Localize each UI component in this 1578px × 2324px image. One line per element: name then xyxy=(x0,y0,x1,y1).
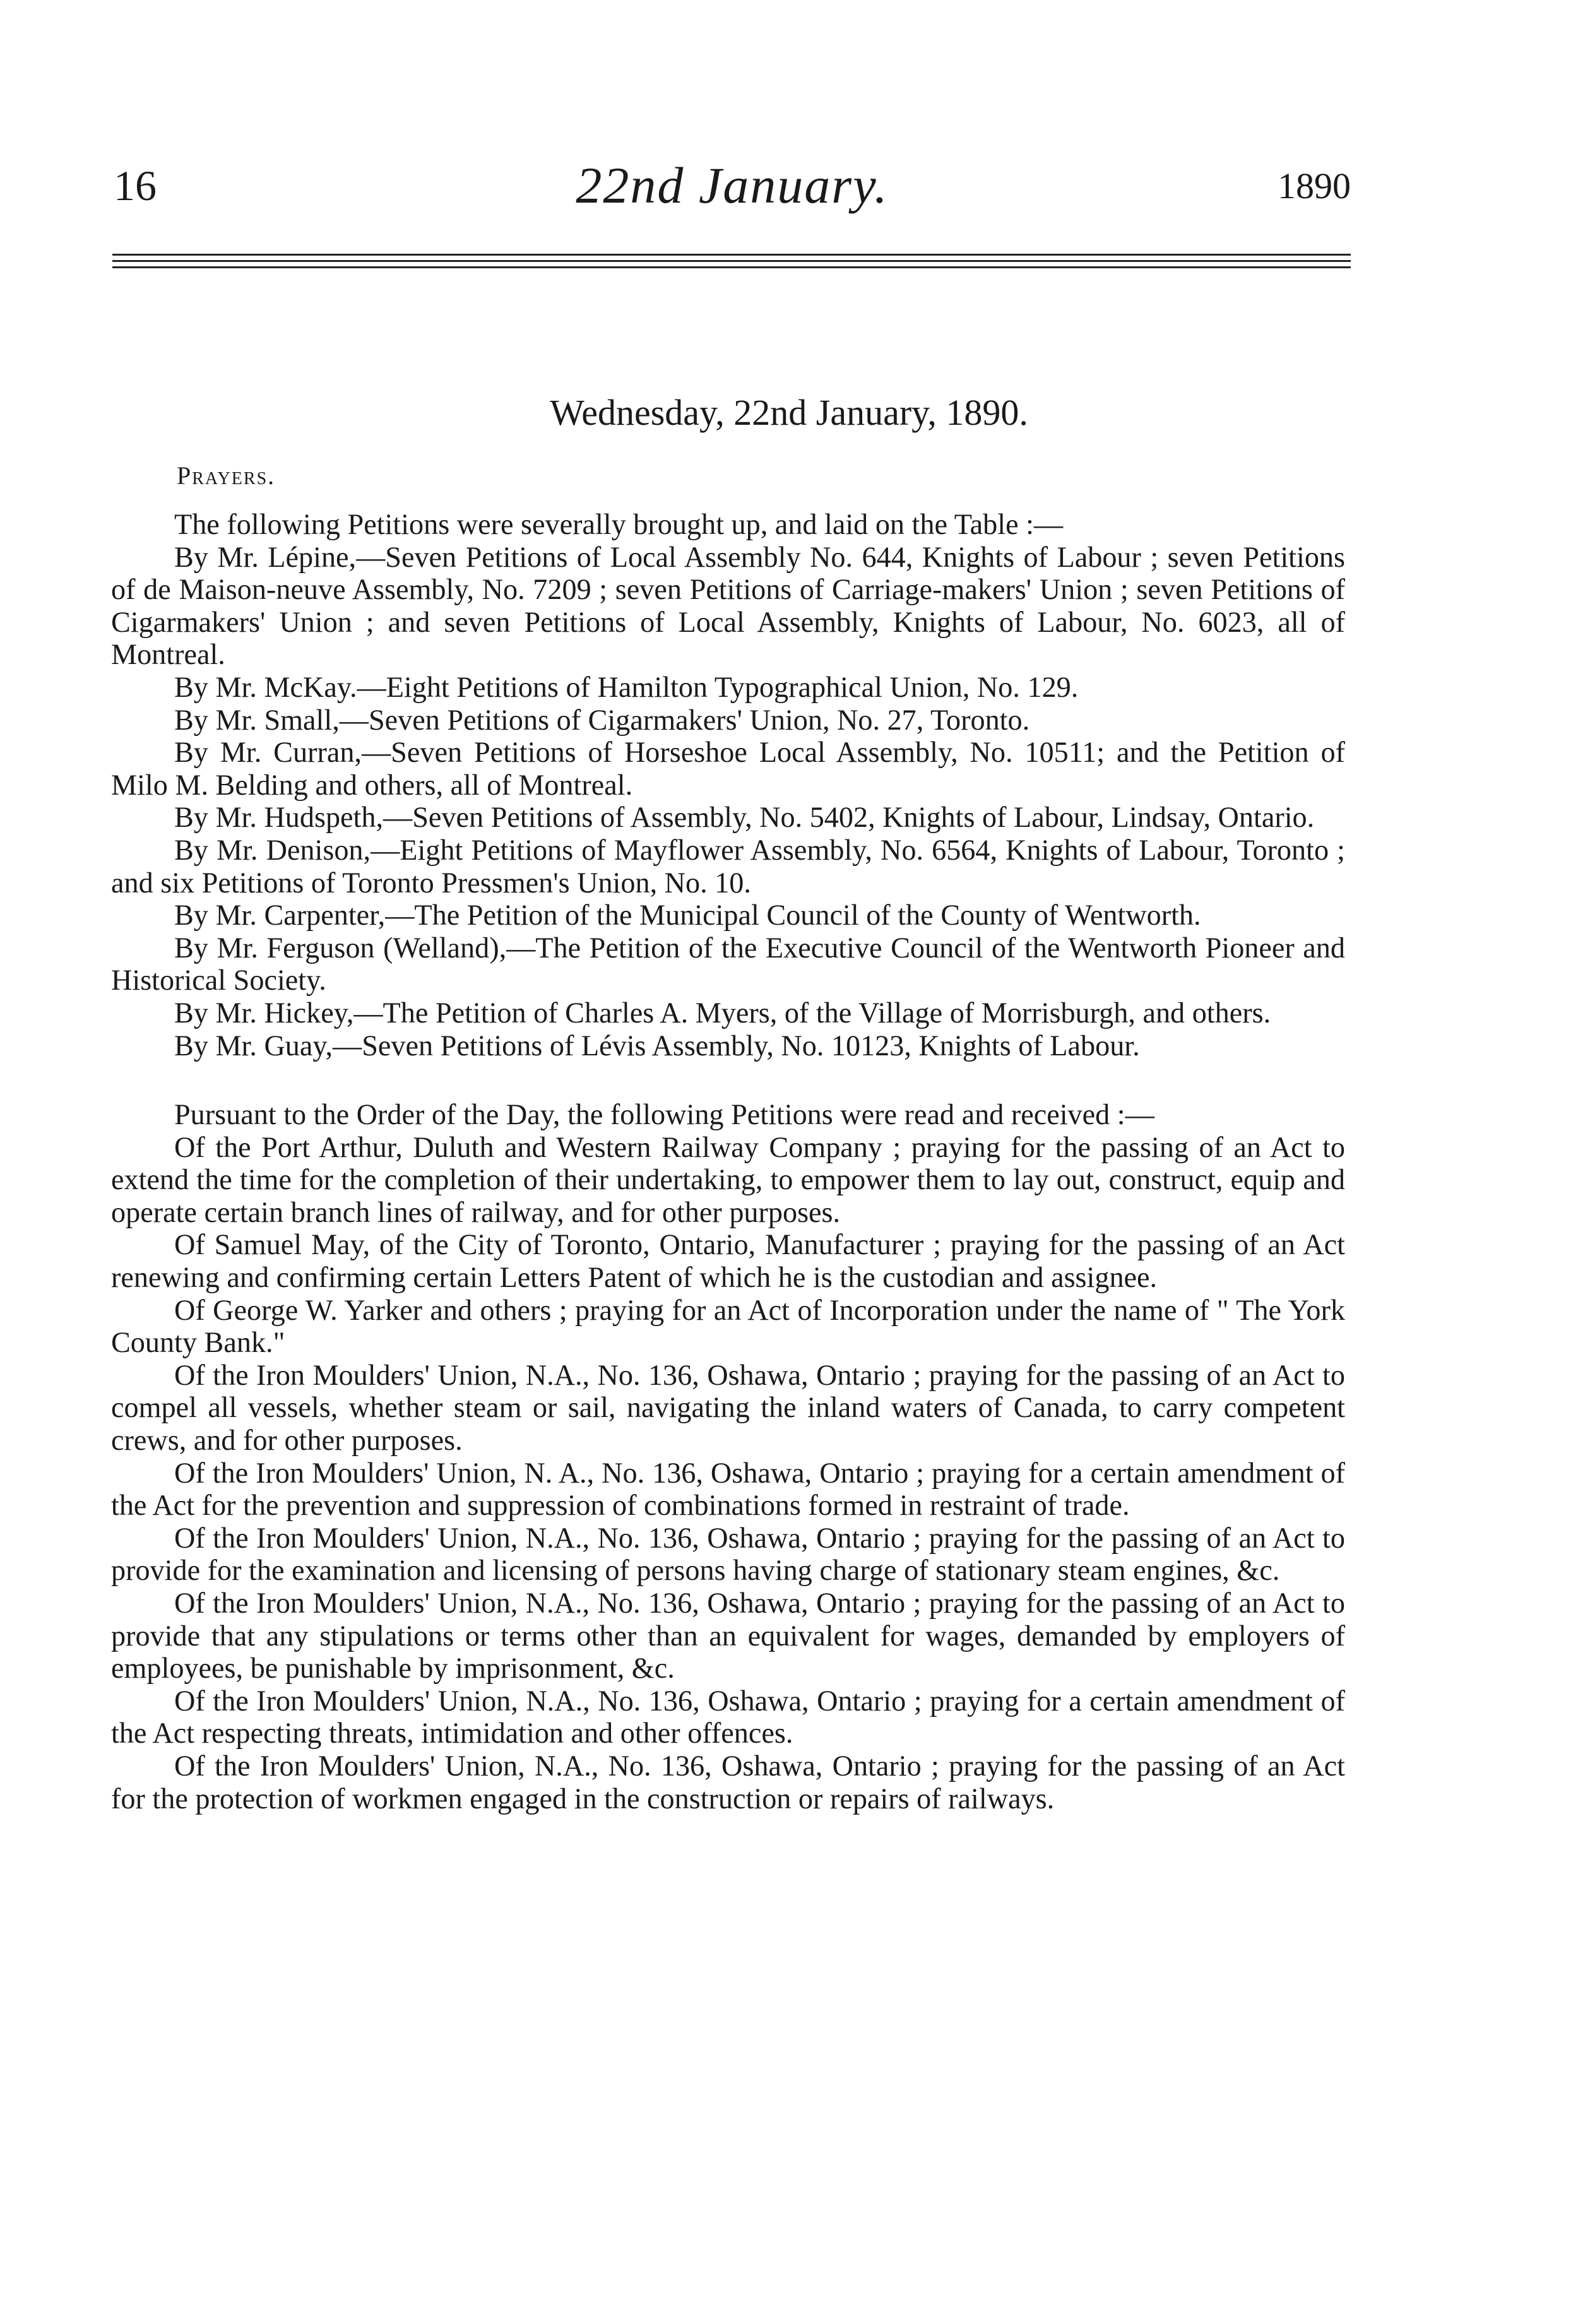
header-year: 1890 xyxy=(1278,165,1351,206)
petition-entry: By Mr. Curran,—Seven Petitions of Horseshoe Local Assembly, No. 10511; and the Petition of Milo M. Belding and others, all of Montreal. xyxy=(111,736,1345,801)
prayers-heading: Prayers. xyxy=(177,461,276,490)
petition-received: Of the Iron Moulders' Union, N.A., No. 136, Oshawa, Ontario ; praying for the passing of an Act to provide for the examination and licensing of persons having charge of stationary steam engines, &c. xyxy=(111,1521,1345,1587)
petition-received: Of the Port Arthur, Duluth and Western Railway Company ; praying for the passing of an Act to extend the time for the completion of their undertaking, to empower them to lay out, construct, equip and operate certain branch lines of railway, and for other purposes. xyxy=(111,1130,1345,1228)
petition-entry: By Mr. Small,—Seven Petitions of Cigarmakers' Union, No. 27, Toronto. xyxy=(174,703,1030,736)
petition-received: Of the Iron Moulders' Union, N.A., No. 136, Oshawa, Ontario ; praying for the passing of an Act for the protection of workmen engaged in the construction or repairs of railways. xyxy=(111,1749,1345,1815)
petition-entry: By Mr. McKay.—Eight Petitions of Hamilton Typographical Union, No. 129. xyxy=(174,670,1079,703)
petition-entry: By Mr. Carpenter,—The Petition of the Municipal Council of the County of Wentworth. xyxy=(174,899,1201,932)
petition-received: Of the Iron Moulders' Union, N.A., No. 136, Oshawa, Ontario ; praying for the passing of an Act to provide that any stipulations or terms other than an equivalent for wages, demanded by employers of employees, be punishable by imprisonment, &c. xyxy=(111,1587,1345,1685)
header-rule xyxy=(112,260,1351,262)
petition-received: Of Samuel May, of the City of Toronto, Ontario, Manufacturer ; praying for the passing of an Act renewing and confirming certain Letters Patent of which he is the custodian and assignee. xyxy=(111,1228,1345,1294)
petition-entry: By Mr. Hudspeth,—Seven Petitions of Assembly, No. 5402, Knights of Labour, Lindsay, Ontario. xyxy=(174,801,1315,834)
journal-body xyxy=(111,508,1345,1815)
section-gap xyxy=(111,1062,1345,1098)
header-rule xyxy=(112,266,1351,268)
page-header xyxy=(114,157,1351,230)
header-rule xyxy=(112,254,1351,256)
running-title: 22nd January. xyxy=(576,157,889,214)
petition-received: Of George W. Yarker and others ; praying for an Act of Incorporation under the name of " The York County Bank." xyxy=(111,1293,1345,1359)
petitions-intro: The following Petitions were severally brought up, and laid on the Table :— xyxy=(174,508,1064,540)
petition-entry: By Mr. Denison,—Eight Petitions of Mayflower Assembly, No. 6564, Knights of Labour, Toronto ; and six Petitions of Toronto Pressmen's Union, No. 10. xyxy=(111,833,1345,899)
petition-received: Of the Iron Moulders' Union, N.A., No. 136, Oshawa, Ontario ; praying for a certain amendment of the Act respecting threats, intimidation and other offences. xyxy=(111,1684,1345,1750)
petition-entry: By Mr. Guay,—Seven Petitions of Lévis Assembly, No. 10123, Knights of Labour. xyxy=(174,1029,1140,1062)
petition-entry: By Mr. Lépine,—Seven Petitions of Local Assembly No. 644, Knights of Labour ; seven Petitions of de Maison-neuve Assembly, No. 7209 ; seven Petitions of Carriage-makers' Union ; seven Petitions of Cigarmakers' Union ; and seven Petitions of Local Assembly, Knights of Labour, No. 6023, all of Montreal. xyxy=(111,540,1345,671)
petition-entry: By Mr. Hickey,—The Petition of Charles A. Myers, of the Village of Morrisburgh, and others. xyxy=(174,996,1271,1029)
petition-received: Of the Iron Moulders' Union, N.A., No. 136, Oshawa, Ontario ; praying for the passing of an Act to compel all vessels, whether steam or sail, navigating the inland waters of Canada, to carry competent crews, and for other purposes. xyxy=(111,1358,1345,1457)
petition-entry: By Mr. Ferguson (Welland),—The Petition of the Executive Council of the Wentworth Pioneer and Historical Society. xyxy=(111,931,1345,997)
page-number: 16 xyxy=(114,162,157,210)
petition-received: Of the Iron Moulders' Union, N. A., No. 136, Oshawa, Ontario ; praying for a certain amendment of the Act for the prevention and suppression of combinations formed in restraint of trade. xyxy=(111,1456,1345,1522)
order-of-day-intro: Pursuant to the Order of the Day, the following Petitions were read and received :— xyxy=(174,1098,1154,1131)
date-heading: Wednesday, 22nd January, 1890. xyxy=(550,392,1028,433)
